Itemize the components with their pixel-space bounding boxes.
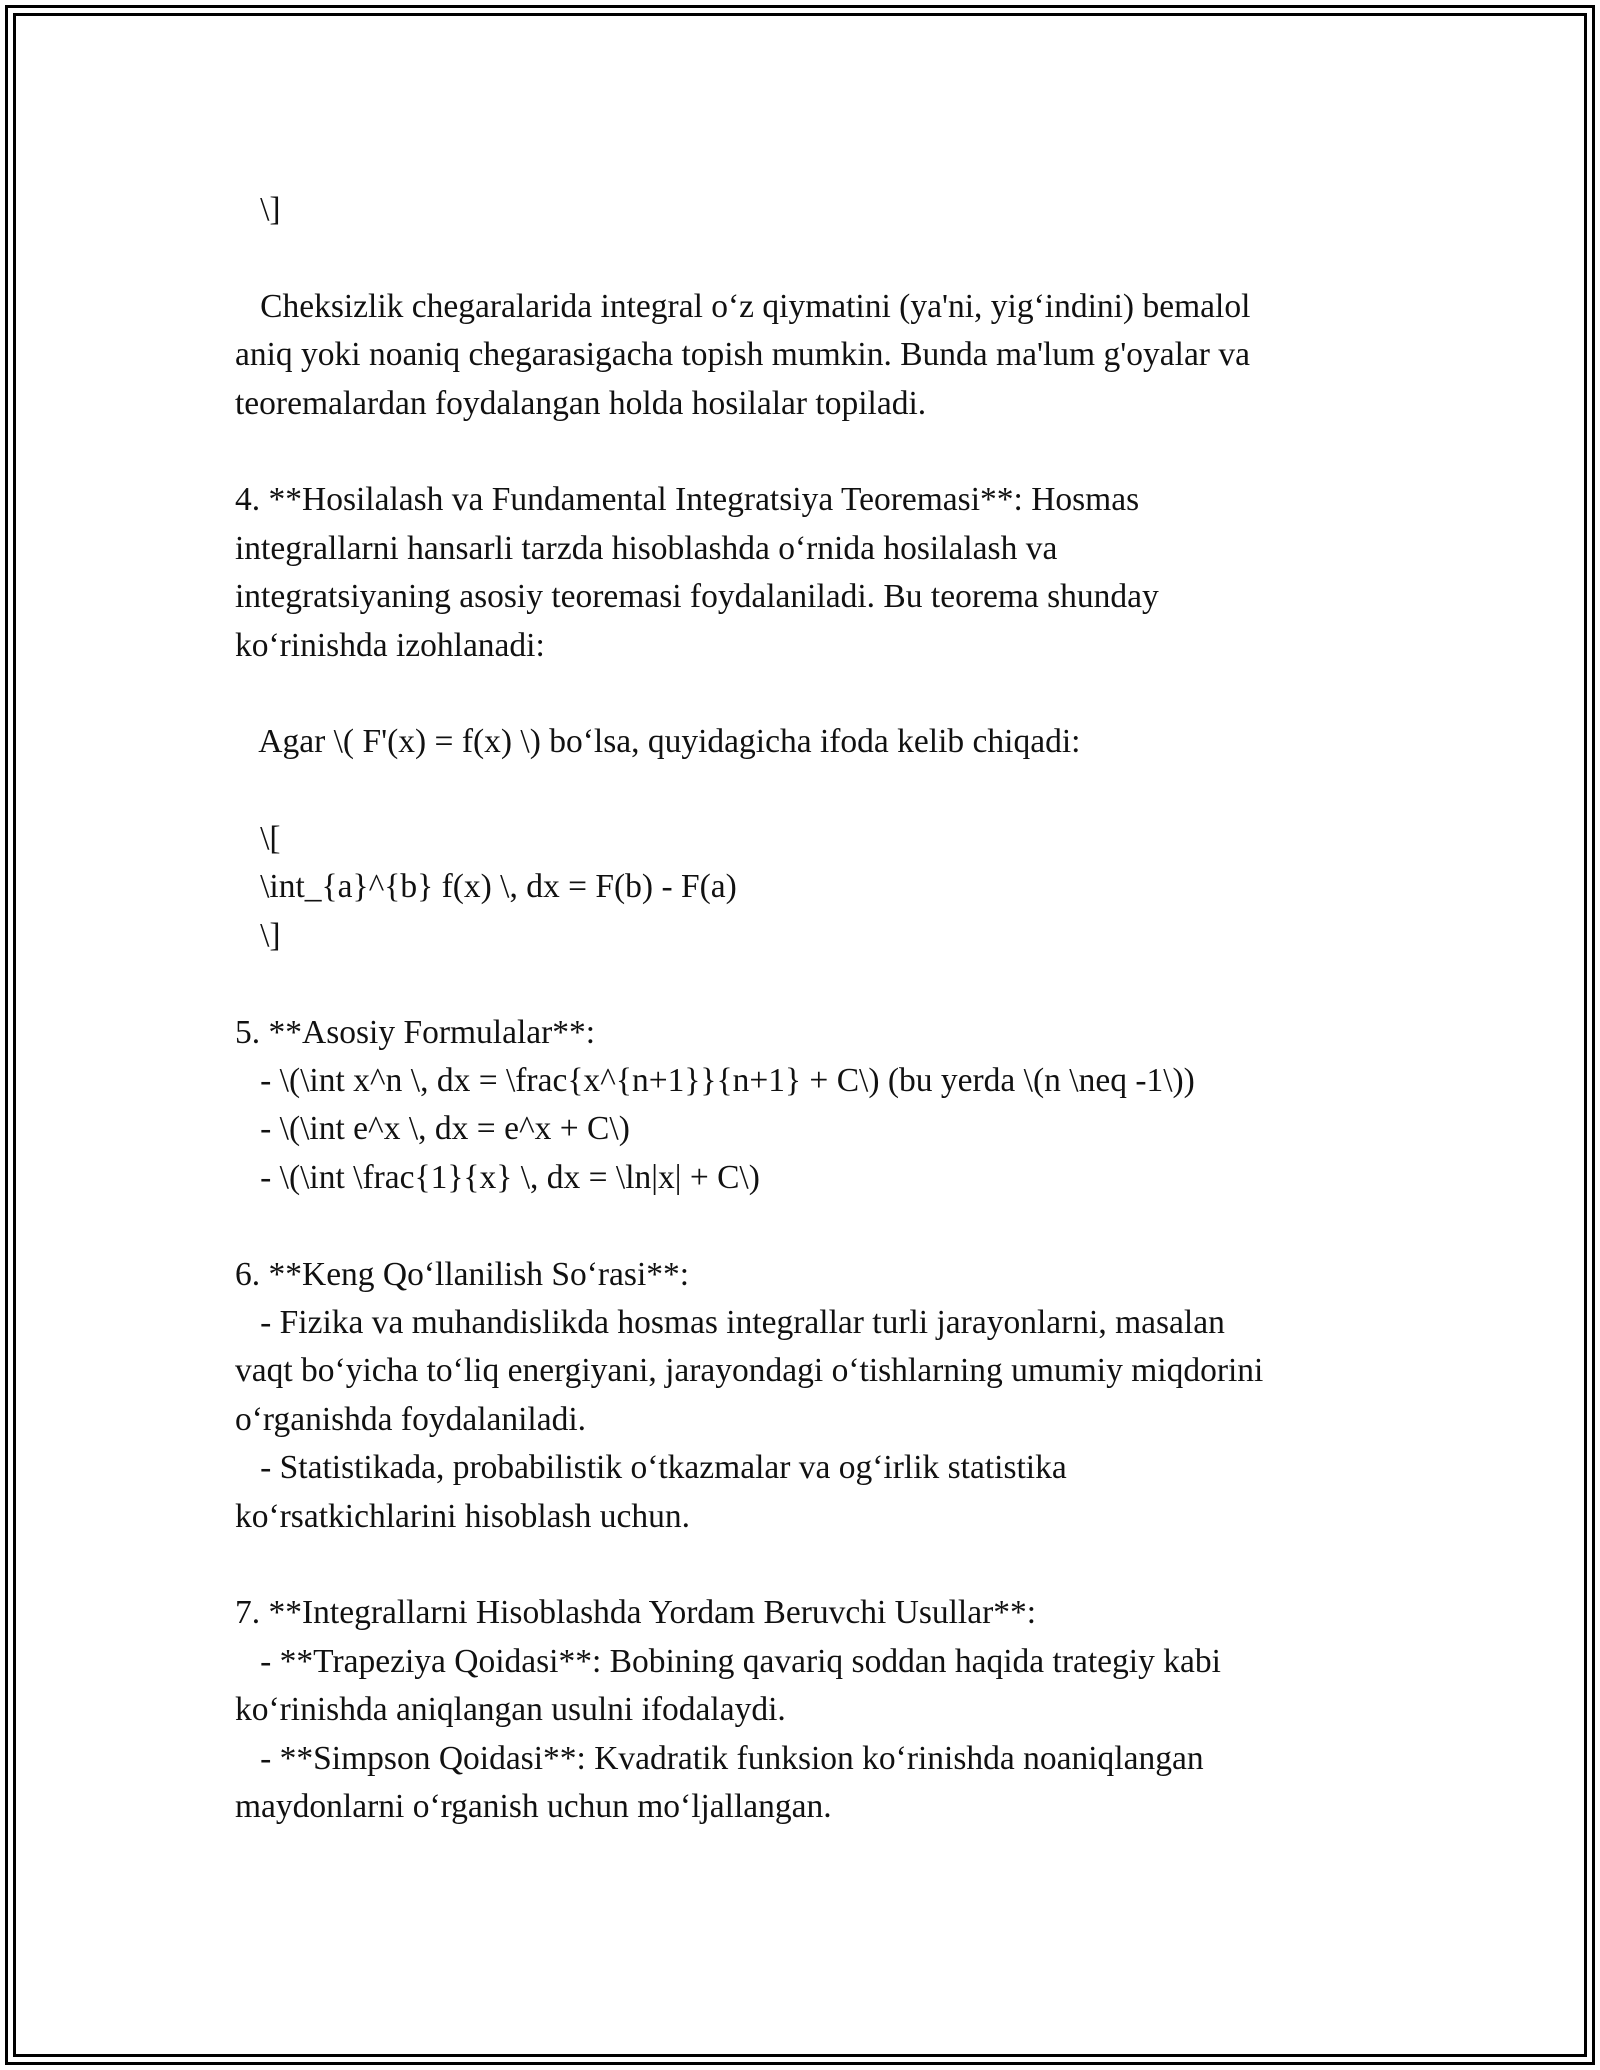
blank-line bbox=[235, 1541, 1385, 1589]
document-line: integratsiyaning asosiy teoremasi foydalaniladi. Bu teorema shunday bbox=[235, 578, 1159, 616]
document-line: vaqt bo‘yicha to‘liq energiyani, jarayondagi o‘tishlarning umumiy miqdorini bbox=[235, 1352, 1264, 1390]
document-line: teoremalardan foydalangan holda hosilalar topiladi. bbox=[235, 384, 927, 422]
blank-line bbox=[235, 428, 1385, 476]
document-line: maydonlarni o‘rganish uchun mo‘ljallangan. bbox=[235, 1787, 832, 1825]
document-line: ko‘rinishda aniqlangan usulni ifodalaydi. bbox=[235, 1691, 786, 1729]
document-line: \] bbox=[235, 916, 281, 954]
blank-line bbox=[235, 1202, 1385, 1250]
blank-line bbox=[235, 767, 1385, 815]
document-line: 7. **Integrallarni Hisoblashda Yordam Beruvchi Usullar**: bbox=[235, 1594, 1037, 1632]
document-line: \[ bbox=[235, 820, 281, 858]
document-line: integrallarni hansarli tarzda hisoblashda o‘rnida hosilalash va bbox=[235, 529, 1058, 567]
blank-line bbox=[235, 670, 1385, 718]
document-line: - **Trapeziya Qoidasi**: Bobining qavariq soddan haqida trategiy kabi bbox=[235, 1642, 1221, 1680]
document-line: - **Simpson Qoidasi**: Kvadratik funksion ko‘rinishda noaniqlangan bbox=[235, 1739, 1204, 1777]
document-line: \] bbox=[235, 191, 281, 228]
document-line: ko‘rinishda izohlanadi: bbox=[235, 626, 545, 664]
document-line: aniq yoki noaniq chegarasigacha topish mumkin. Bunda ma'lum g'oyalar va bbox=[235, 336, 1250, 374]
document-line: 6. **Keng Qo‘llanilish So‘rasi**: bbox=[235, 1255, 690, 1293]
document-line: 5. **Asosiy Formulalar**: bbox=[235, 1013, 596, 1051]
document-line: \int_{a}^{b} f(x) \, dx = F(b) - F(a) bbox=[235, 868, 737, 906]
blank-line bbox=[235, 234, 1385, 282]
document-line: - \(\int \frac{1}{x} \, dx = \ln|x| + C\) bbox=[235, 1158, 760, 1196]
document-line: Agar \( F'(x) = f(x) \) bo‘lsa, quyidagicha ifoda kelib chiqadi: bbox=[235, 723, 1081, 761]
document-line: - \(\int x^n \, dx = \frac{x^{n+1}}{n+1} + C\) (bu yerda \(n \neq -1\)) bbox=[235, 1062, 1195, 1100]
document-line: - Fizika va muhandislikda hosmas integrallar turli jarayonlarni, masalan bbox=[235, 1303, 1225, 1341]
document-line: - \(\int e^x \, dx = e^x + C\) bbox=[235, 1110, 630, 1148]
document-line: 4. **Hosilalash va Fundamental Integratsiya Teoremasi**: Hosmas bbox=[235, 481, 1140, 519]
document-line: - Statistikada, probabilistik o‘tkazmalar va og‘irlik statistika bbox=[235, 1449, 1067, 1487]
document-line: Cheksizlik chegaralarida integral o‘z qiymatini (ya'ni, yig‘indini) bemalol bbox=[235, 287, 1251, 325]
blank-line bbox=[235, 960, 1385, 1008]
document-line: ko‘rsatkichlarini hisoblash uchun. bbox=[235, 1497, 690, 1535]
document-line: o‘rganishda foydalaniladi. bbox=[235, 1400, 587, 1438]
document-body bbox=[235, 186, 1385, 1831]
